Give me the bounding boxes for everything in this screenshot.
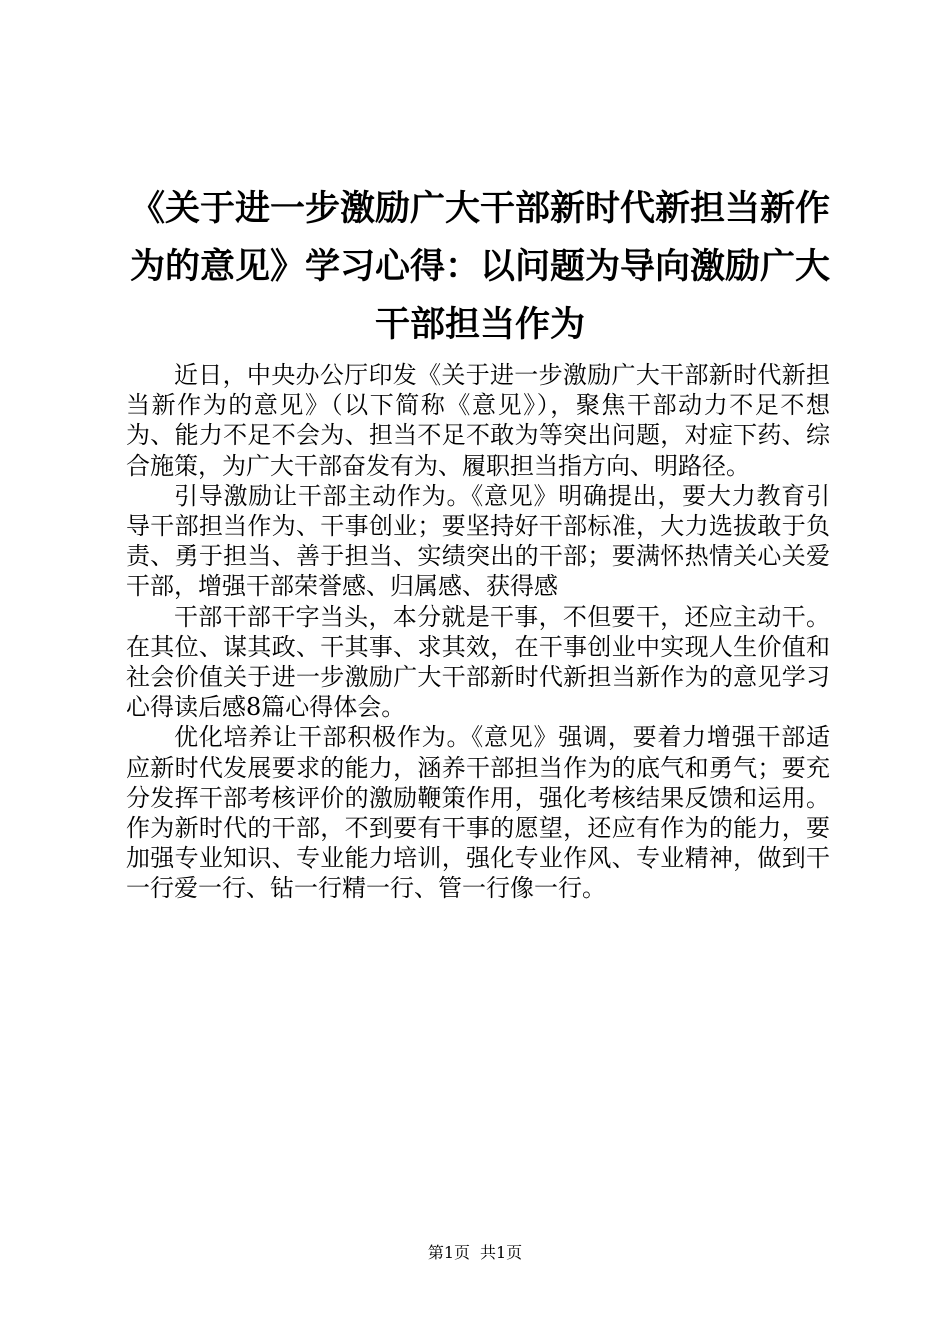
page-footer xyxy=(0,1243,950,1263)
document-body xyxy=(126,360,830,904)
document-title: 《关于进一步激励广大干部新时代新担当新作为的意见》学习心得：以问题为导向激励广大干部担当作为 xyxy=(129,188,830,345)
page-total: 共1页 xyxy=(480,1243,523,1262)
paragraph-training: 优化培养让干部积极作为。《意见》强调，要着力增强干部适应新时代发展要求的能力，涵养干部担当作为的底气和勇气；要充分发挥干部考核评价的激励鞭策作用，强化考核结果反馈和运用。作为新时代的干部，不到要有干事的愿望，还应有作为的能力，要加强专业知识、专业能力培训，强化专业作风、专业精神，做到干一行爱一行、钻一行精一行、管一行像一行。 xyxy=(126,723,830,903)
paragraph-guidance: 引导激励让干部主动作为。《意见》明确提出，要大力教育引导干部担当作为、干事创业；要坚持好干部标准，大力选拔敢于负责、勇于担当、善于担当、实绩突出的干部；要满怀热情关心关爱干部，增强干部荣誉感、归属感、获得感 xyxy=(126,481,830,601)
paragraph-action: 干部干部干字当头，本分就是干事，不但要干，还应主动干。在其位、谋其政、干其事、求其效，在干事创业中实现人生价值和社会价值关于进一步激励广大干部新时代新担当新作为的意见学习心得读后感8篇心得体会。 xyxy=(126,602,830,722)
page-number: 第1页 xyxy=(427,1243,470,1262)
paragraph-intro: 近日，中央办公厅印发《关于进一步激励广大干部新时代新担当新作为的意见》（以下简称《意见》），聚焦干部动力不足不想为、能力不足不会为、担当不足不敢为等突出问题，对症下药、综合施策，为广大干部奋发有为、履职担当指方向、明路径。 xyxy=(126,361,830,480)
